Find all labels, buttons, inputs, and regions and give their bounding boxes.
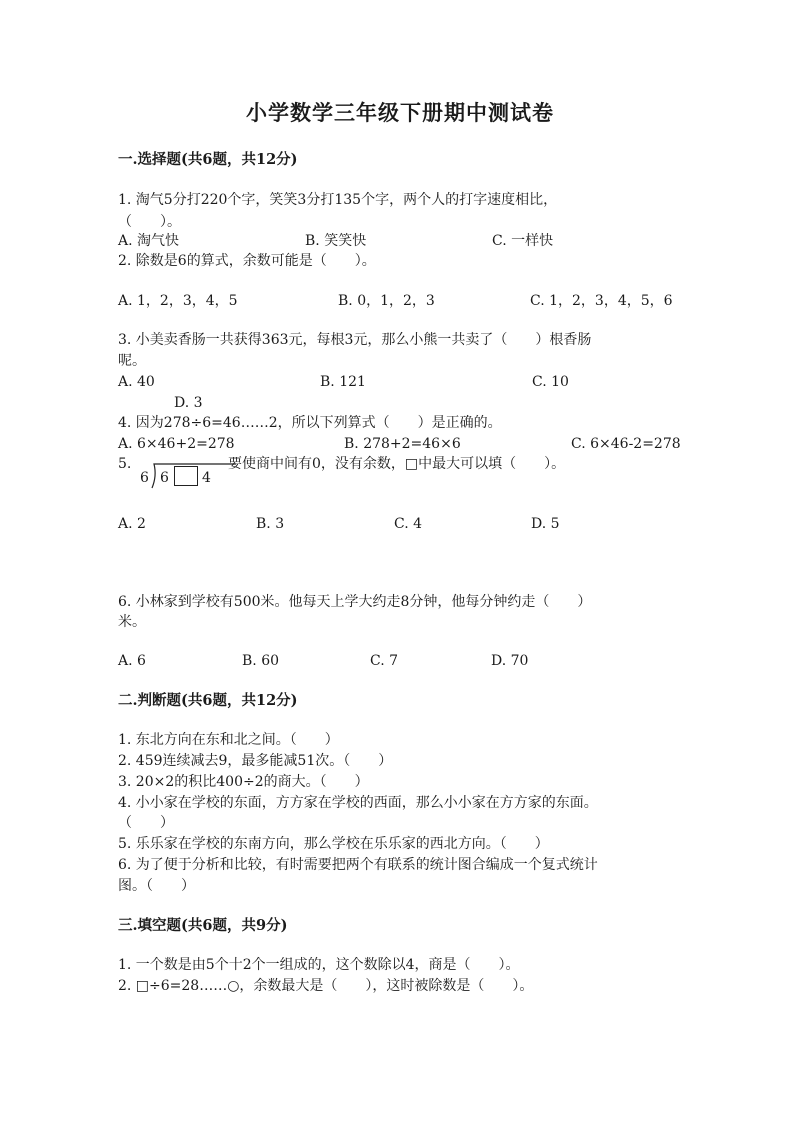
q6-option-d: D. 70 [491,653,529,669]
judgement-line: 2. 459连续减去9，最多能减51次。（ ） [118,753,393,769]
q5-text: 要使商中间有0，没有余数，□中最大可以填（ ）。 [228,456,566,472]
q1-blank: （ ）。 [118,214,181,230]
judgement-line: 1. 东北方向在东和北之间。（ ） [118,732,339,748]
q1-option-b: B. 笑笑快 [305,233,367,249]
judgement-line: 图。（ ） [118,878,195,894]
judgement-line: 5. 乐乐家在学校的东南方向，那么学校在乐乐家的西北方向。（ ） [118,836,549,852]
q6-option-b: B. 60 [242,653,280,669]
q6-option-c: C. 7 [370,653,399,669]
q4-option-b: B. 278+2=46×6 [344,436,461,452]
q1-option-a: A. 淘气快 [118,233,180,249]
judgement-line: 6. 为了便于分析和比较，有时需要把两个有联系的统计图合编成一个复式统计 [118,857,598,873]
q2-option-a: A. 1，2，3，4，5 [118,293,238,309]
fill-line: 1. 一个数是由5个十2个一组成的，这个数除以4，商是（ ）。 [118,957,520,973]
q5-option-a: A. 2 [118,516,146,532]
dividend-digit-1: 6 [160,470,169,486]
q3-option-b: B. 121 [320,374,366,390]
fill-line: 2. □÷6=28……○，余数最大是（ ），这时被除数是（ ）。 [118,978,534,994]
q5-number: 5. [118,456,132,472]
long-division-figure [138,460,238,490]
blank-box [174,466,198,486]
q4-option-a: A. 6×46+2=278 [118,436,235,452]
judgement-line: 3. 20×2的积比400÷2的商大。（ ） [118,774,369,790]
q3-text: 3. 小美卖香肠一共获得363元，每根3元，那么小熊一共卖了（ ）根香肠 [118,332,592,348]
q4-option-c: C. 6×46-2=278 [571,436,681,452]
judgement-line: 4. 小小家在学校的东面，方方家在学校的西面，那么小小家在方方家的东面。 [118,795,598,811]
q2-text: 2. 除数是6的算式，余数可能是（ ）。 [118,253,376,269]
q1-text: 1. 淘气5分打220个字，笑笑3分打135个字，两个人的打字速度相比， [118,192,558,208]
q3-text-cont: 呢。 [118,353,146,369]
q1-option-c: C. 一样快 [492,233,554,249]
section-heading-judgement: 二.判断题(共6题，共12分) [118,692,298,709]
q3-option-a: A. 40 [118,374,155,390]
section-heading-choice: 一.选择题(共6题，共12分) [118,151,298,168]
division-divisor: 6 [140,470,149,486]
q2-option-c: C. 1，2，3，4，5，6 [530,293,673,309]
q5-option-b: B. 3 [256,516,285,532]
q6-option-a: A. 6 [118,653,146,669]
section-heading-fill: 三.填空题(共6题，共9分) [118,917,288,934]
q3-option-c: C. 10 [532,374,569,390]
q3-option-d: D. 3 [174,395,203,411]
q2-option-b: B. 0，1，2，3 [338,293,435,309]
q5-option-c: C. 4 [394,516,423,532]
dividend-digit-3: 4 [202,470,211,486]
q5-option-d: D. 5 [531,516,560,532]
judgement-line: （ ） [118,815,174,831]
page-title: 小学数学三年级下册期中测试卷 [246,100,554,125]
q4-text: 4. 因为278÷6=46……2，所以下列算式（ ）是正确的。 [118,415,502,431]
q6-text: 6. 小林家到学校有500米。他每天上学大约走8分钟，他每分钟约走（ ） [118,594,592,610]
q6-text-cont: 米。 [118,614,146,630]
